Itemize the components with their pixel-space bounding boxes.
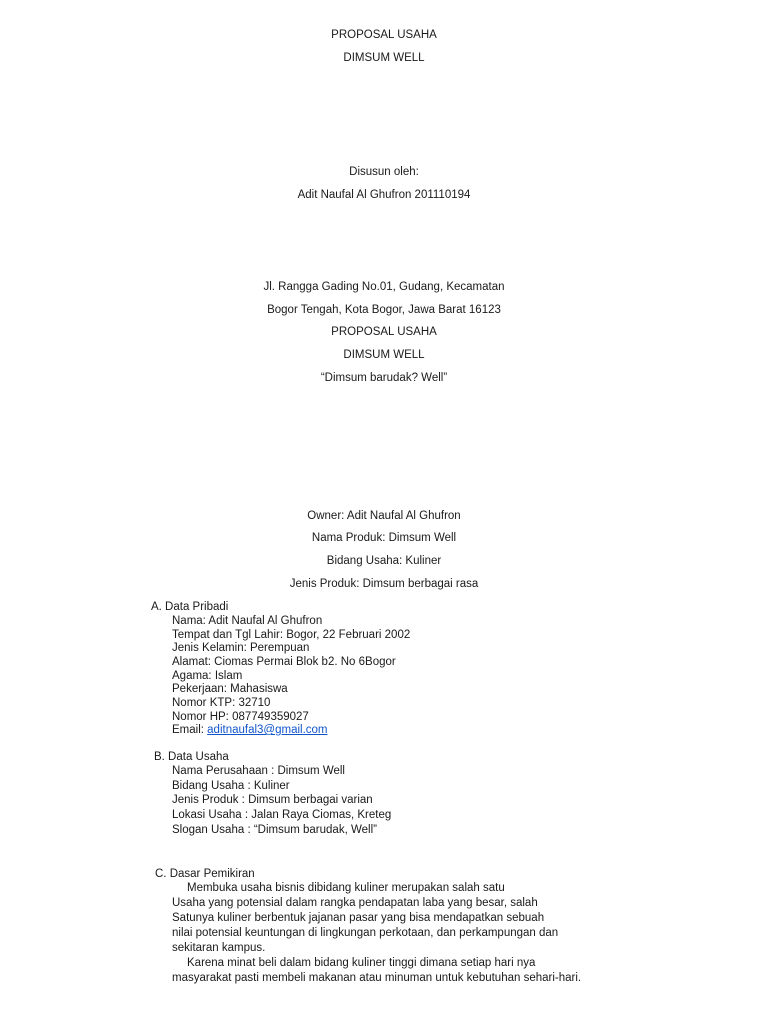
business-data-item: Slogan Usaha : “Dimsum barudak, Well” <box>172 824 377 836</box>
product-name-line: Nama Produk: Dimsum Well <box>311 532 457 544</box>
personal-data-item: Nama: Adit Naufal Al Ghufron <box>172 615 323 627</box>
cover-title: PROPOSAL USAHA <box>331 29 437 41</box>
business-data-item: Jenis Produk : Dimsum berbagai varian <box>172 794 373 806</box>
section-b-heading: B. Data Usaha <box>154 751 229 763</box>
paragraph-line: nilai potensial keuntungan di lingkungan perkotaan, dan perkampungan dan <box>172 927 559 939</box>
section-c-heading: C. Dasar Pemikiran <box>155 868 255 880</box>
personal-data-item: Alamat: Ciomas Permai Blok b2. No 6Bogor <box>172 656 396 668</box>
business-data-item: Nama Perusahaan : Dimsum Well <box>172 765 345 777</box>
personal-data-item: Agama: Islam <box>172 670 243 682</box>
product-type-line: Jenis Produk: Dimsum berbagai rasa <box>289 578 479 590</box>
business-data-item: Lokasi Usaha : Jalan Raya Ciomas, Kreteg <box>172 809 392 821</box>
email-link[interactable]: aditnaufal3@gmail.com <box>207 724 328 736</box>
personal-data-item: Nomor HP: 087749359027 <box>172 711 309 723</box>
title-page-title: PROPOSAL USAHA <box>331 326 437 338</box>
title-page-slogan: “Dimsum barudak? Well” <box>320 372 448 384</box>
email-row <box>172 723 328 737</box>
cover-subtitle: DIMSUM WELL <box>343 52 425 64</box>
business-data-item: Bidang Usaha : Kuliner <box>172 780 290 792</box>
business-field-line: Bidang Usaha: Kuliner <box>326 555 442 567</box>
title-page-subtitle: DIMSUM WELL <box>343 349 425 361</box>
address-line-1: Jl. Rangga Gading No.01, Gudang, Kecamatan <box>263 281 505 293</box>
email-label: Email: <box>172 724 208 736</box>
paragraph-line: Karena minat beli dalam bidang kuliner tinggi dimana setiap hari nya <box>187 957 536 969</box>
author-name: Adit Naufal Al Ghufron 201110194 <box>297 189 471 201</box>
paragraph-line: Membuka usaha bisnis dibidang kuliner merupakan salah satu <box>187 882 505 894</box>
personal-data-item: Nomor KTP: 32710 <box>172 697 271 709</box>
paragraph-line: sekitaran kampus. <box>172 942 266 954</box>
owner-line: Owner: Adit Naufal Al Ghufron <box>307 510 461 522</box>
address-line-2: Bogor Tengah, Kota Bogor, Jawa Barat 16123 <box>267 304 501 316</box>
personal-data-item: Jenis Kelamin: Perempuan <box>172 642 310 654</box>
prepared-by-label: Disusun oleh: <box>349 166 419 178</box>
personal-data-item: Pekerjaan: Mahasiswa <box>172 683 288 695</box>
paragraph-line: Usaha yang potensial dalam rangka pendapatan laba yang besar, salah <box>172 897 538 909</box>
paragraph-line: Satunya kuliner berbentuk jajanan pasar yang bisa mendapatkan sebuah <box>172 912 545 924</box>
personal-data-item: Tempat dan Tgl Lahir: Bogor, 22 Februari 2002 <box>172 629 411 641</box>
section-a-heading: A. Data Pribadi <box>151 601 229 613</box>
paragraph-line: masyarakat pasti membeli makanan atau minuman untuk kebutuhan sehari-hari. <box>172 972 582 984</box>
